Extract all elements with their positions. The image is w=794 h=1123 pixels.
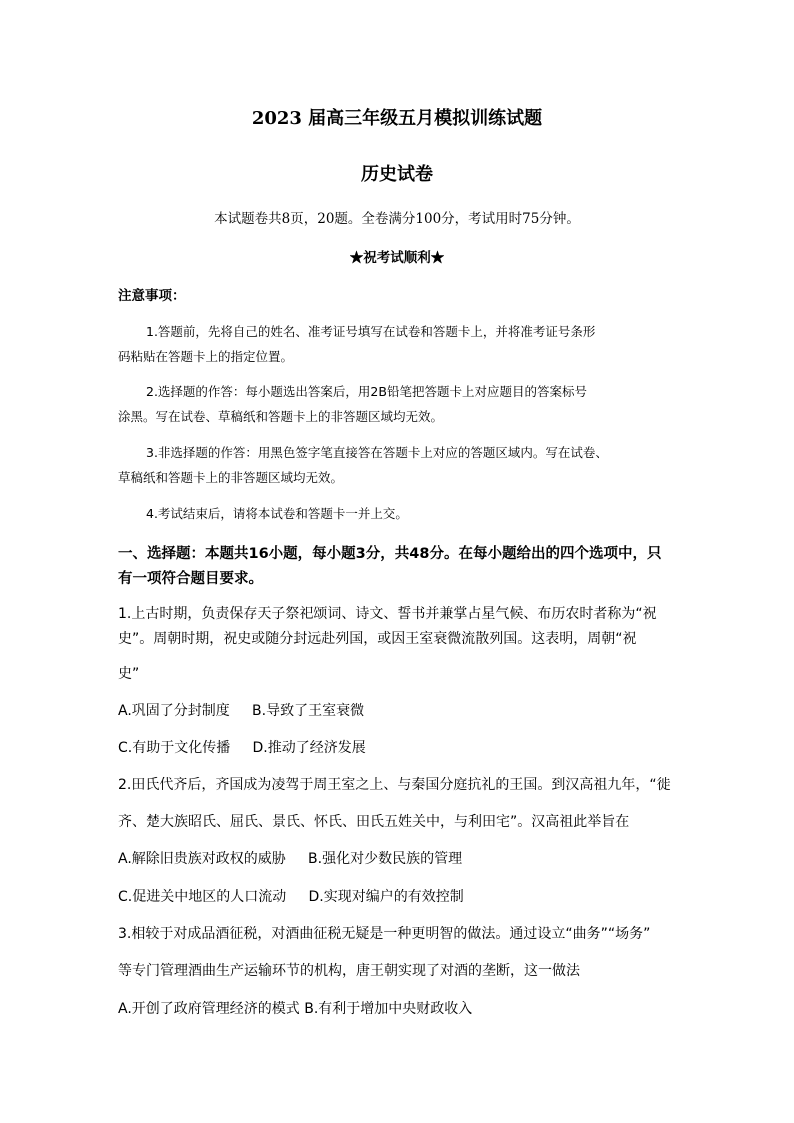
notice-heading: 注意事项：	[118, 288, 186, 304]
good-luck-line: ★祝考试顺利★	[349, 250, 445, 266]
notice-item-4-line-1: 4.考试结束后，请将本试卷和答题卡一并上交。	[146, 506, 408, 521]
question-1-stem-line-2: 史”。周朝时期，祝史或随分封远赴列国，或因王室衰微流散列国。这表明，周朝“祝	[118, 631, 637, 647]
question-2-options-ab: A.解除旧贵族对政权的威胁 B.强化对少数民族的管理	[118, 851, 463, 867]
question-1-options-ab: A.巩固了分封制度 B.导致了王室衰微	[118, 703, 365, 719]
question-2-stem-line-2: 齐、楚大族昭氏、屈氏、景氏、怀氏、田氏五姓关中，与利田宅”。汉高祖此举旨在	[118, 814, 630, 830]
question-2-options-cd: C.促进关中地区的人口流动 D.实现对编户的有效控制	[118, 889, 464, 905]
subject-title: 历史试卷	[361, 164, 433, 185]
exam-info: 本试题卷共8页，20题。全卷满分100分，考试用时75分钟。	[214, 211, 580, 227]
question-1-options-cd: C.有助于文化传播 D.推动了经济发展	[118, 740, 366, 756]
question-2-stem-line-1: 2.田氏代齐后，齐国成为凌驾于周王室之上、与秦国分庭抗礼的王国。到汉高祖九年，“徙	[118, 777, 671, 793]
notice-item-3-line-2: 草稿纸和答题卡上的非答题区域均无效。	[118, 470, 344, 485]
exam-title: 2023 届高三年级五月模拟训练试题	[251, 108, 543, 129]
section-1-heading-line-1: 一、选择题：本题共16小题，每小题3分，共48分。在每小题给出的四个选项中，只	[118, 546, 662, 562]
notice-item-3-line-1: 3.非选择题的作答：用黑色签字笔直接答在答题卡上对应的答题区域内。写在试卷、	[146, 445, 608, 460]
question-3-options-ab: A.开创了政府管理经济的模式 B.有利于增加中央财政收入	[118, 1001, 473, 1017]
section-1-heading-line-2: 有一项符合题目要求。	[118, 571, 263, 587]
notice-item-1-line-1: 1.答题前，先将自己的姓名、准考证号填写在试卷和答题卡上，并将准考证号条形	[146, 324, 596, 339]
question-3-stem-line-2: 等专门管理酒曲生产运输环节的机构，唐王朝实现了对酒的垄断，这一做法	[118, 963, 580, 979]
notice-item-2-line-2: 涂黑。写在试卷、草稿纸和答题卡上的非答题区域均无效。	[118, 409, 444, 424]
question-1-stem-line-1: 1.上古时期，负责保存天子祭祀颂词、诗文、誓书并兼掌占星气候、布历农时者称为“祝	[118, 606, 657, 622]
notice-item-2-line-1: 2.选择题的作答：每小题选出答案后，用2B铅笔把答题卡上对应题目的答案标号	[146, 384, 587, 399]
question-3-stem-line-1: 3.相较于对成品酒征税，对酒曲征税无疑是一种更明智的做法。通过设立“曲务”“场务”	[118, 926, 651, 942]
notice-item-1-line-2: 码粘贴在答题卡上的指定位置。	[118, 349, 294, 364]
question-1-stem-line-3: 史”	[118, 666, 140, 682]
